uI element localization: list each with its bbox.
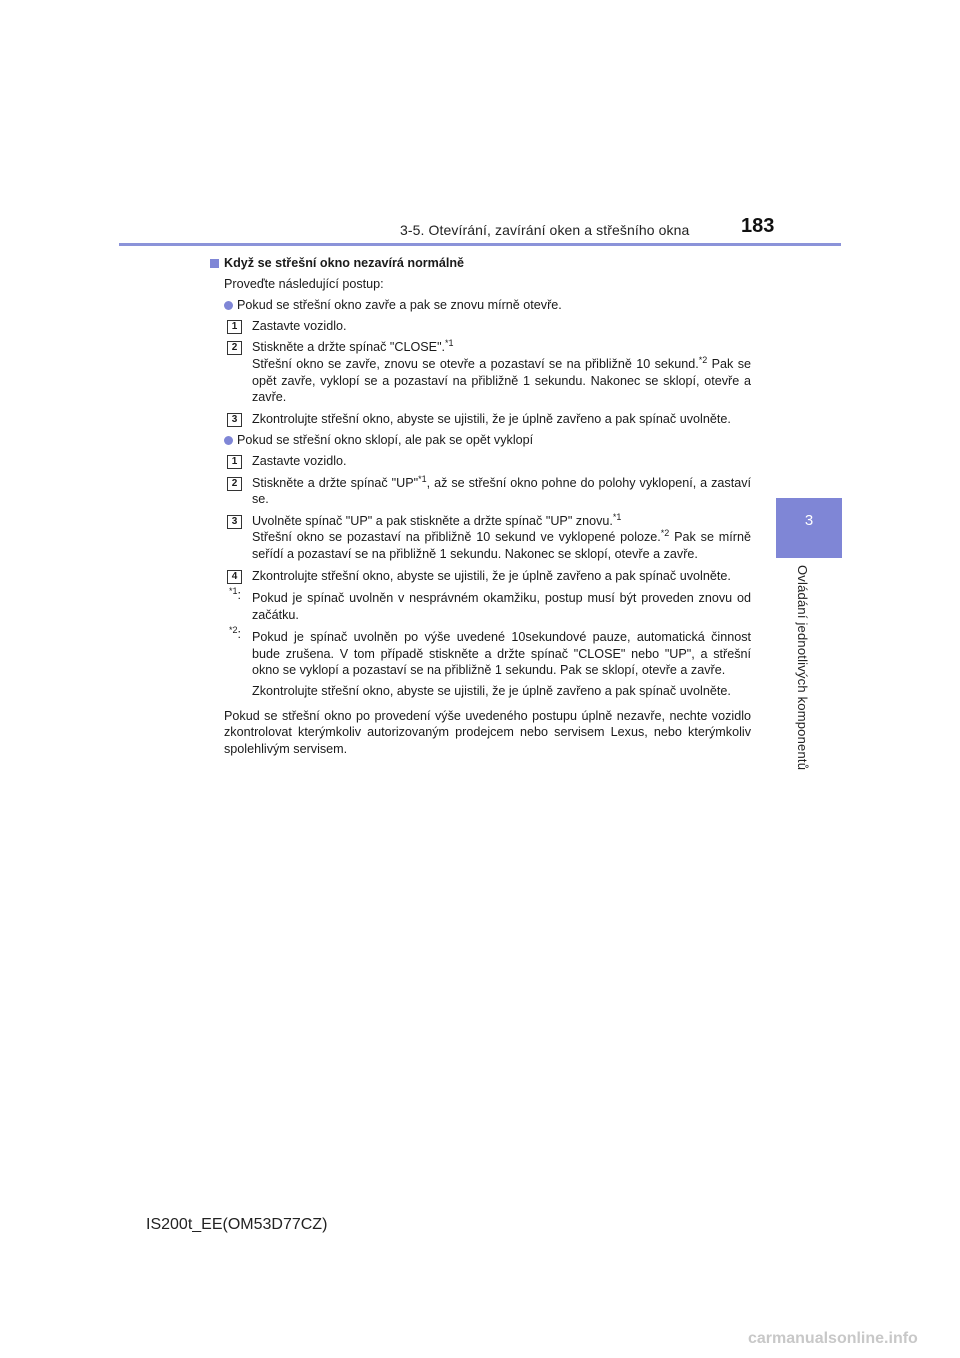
step-item — [224, 339, 751, 405]
step-text-part: Stiskněte a držte spínač "UP" — [252, 475, 419, 490]
square-bullet-icon — [210, 259, 219, 268]
step-text — [252, 513, 751, 563]
step-item — [224, 513, 751, 563]
step-text-part: , až se střešní okno pohne do polohy vyklopení, a zastaví se. — [252, 475, 752, 507]
step-item — [224, 318, 751, 335]
step-text-part: Stiskněte a držte spínač "CLOSE". — [252, 340, 446, 355]
circle-bullet-icon — [224, 301, 233, 310]
footnote-text: Pokud je spínač uvolněn po výše uvedené 10sekundové pauze, automatická činnost bude zrušena. V tom případě stiskněte a držte spínač "CLOSE" nebo "UP", a střešní okno se vyklopí a pozastaví se na přibližně 1 sekundu. Pak se sklopí, otevře a zavře. — [252, 630, 751, 678]
closing-text: Pokud se střešní okno po provedení výše uvedeného postupu úplně nezavře, nechte vozidlo zkontrolovat kterýmkoliv autorizovaným prodejcem nebo servisem Lexus, nebo kterýmkoliv spolehlivým servisem. — [224, 708, 751, 756]
circle-bullet-icon — [224, 436, 233, 445]
footnote — [224, 585, 751, 623]
model-code: IS200t_EE(OM53D77CZ) — [146, 1216, 328, 1233]
step-text — [252, 475, 751, 508]
section-heading — [224, 255, 751, 272]
step-text-part: Střešní okno se zavře, znovu se otevře a pozastaví se na přibližně 10 sekund. — [252, 356, 699, 371]
footnote-mark: *2 — [660, 528, 670, 539]
bullet-text: Pokud se střešní okno sklopí, ale pak se opět vyklopí — [237, 433, 534, 448]
section-title: 3-5. Otevírání, zavírání oken a střešního okna — [400, 222, 690, 238]
step-item — [224, 453, 751, 470]
bullet-item — [224, 432, 751, 449]
step-text-part: Střešní okno se pozastaví na přibližně 10 sekund ve vyklopené poloze. — [252, 530, 661, 545]
step-text: Zkontrolujte střešní okno, abyste se ujistili, že je úplně zavřeno a pak spínač uvolněte. — [252, 411, 731, 426]
chapter-label: Ovládání jednotlivých komponentů — [795, 565, 810, 771]
footnote-mark-text: *2 — [229, 625, 238, 636]
watermark-text: carmanualsonline.info — [748, 1330, 918, 1347]
footnote-text: Pokud je spínač uvolněn v nesprávném okamžiku, postup musí být proveden znovu od začátku. — [252, 591, 751, 622]
step-item — [224, 411, 751, 428]
step-item — [224, 475, 751, 508]
footnote-mark: $^{*1}$: — [229, 585, 242, 603]
step-number: 4 — [227, 570, 242, 584]
step-text: Zastavte vozidlo. — [252, 453, 347, 468]
step-number: 2 — [227, 341, 242, 355]
step-number: 1 — [227, 455, 242, 469]
footnote-mark: *1 — [445, 338, 454, 349]
step-number: 2 — [227, 477, 242, 491]
main-content — [224, 255, 751, 770]
heading-text: Když se střešní okno nezavírá normálně — [224, 256, 465, 270]
step-item — [224, 568, 751, 585]
footnote-mark: $^{*2}$: — [229, 625, 242, 642]
footnote-mark: *1 — [612, 511, 622, 522]
page-number: 183 — [741, 215, 775, 237]
footnote-mark: *2 — [698, 354, 708, 365]
footnote-mark: *1 — [418, 473, 427, 484]
step-number: 3 — [227, 413, 242, 427]
step-text-part: Uvolněte spínač "UP" a pak stiskněte a držte spínač "UP" znovu. — [252, 513, 613, 528]
step-text: Zkontrolujte střešní okno, abyste se ujistili, že je úplně zavřeno a pak spínač uvolněte. — [252, 568, 731, 583]
bullet-text: Pokud se střešní okno zavře a pak se znovu mírně otevře. — [237, 298, 562, 313]
step-number: 3 — [227, 515, 242, 529]
footnote-mark-text: *1 — [229, 585, 238, 596]
step-text-part: Pak se mírně seřídí a pozastaví se na přibližně 1 sekundu. Nakonec se sklopí, otevře a zavře. — [252, 530, 751, 561]
intro-text: Proveďte následující postup: — [224, 276, 384, 291]
bullet-item — [224, 297, 751, 314]
step-text: Zastavte vozidlo. — [252, 318, 347, 333]
step-text — [252, 339, 751, 405]
footnote-text: Zkontrolujte střešní okno, abyste se ujistili, že je úplně zavřeno a pak spínač uvolněte. — [252, 684, 731, 699]
chapter-tab: 3 — [776, 498, 842, 558]
footnote — [224, 625, 751, 699]
step-number: 1 — [227, 320, 242, 334]
step-text-part: Pak se opět zavře, vyklopí se a pozastaví na přibližně 1 sekundu. Nakonec se sklopí, otevře a zavře. — [252, 356, 752, 405]
header-rule — [119, 243, 841, 246]
